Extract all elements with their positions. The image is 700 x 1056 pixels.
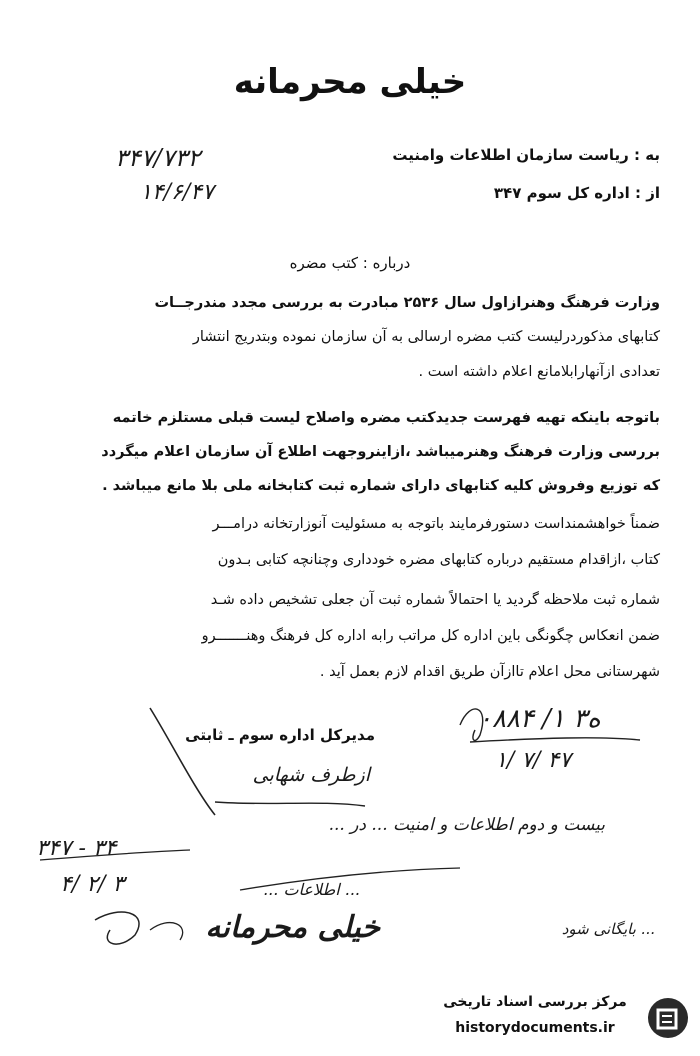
body-line-10: ضمن انعکاس چگونگی باین اداره کل مراتب رابه اداره کل فرهنگ وهنـــــــرو [201,628,660,644]
to-value: ریاست سازمان اطلاعات وامنیت [392,146,629,164]
signature-handwritten: ازطرف شهابی [252,764,370,786]
archive-logo-icon [646,996,690,1040]
body-line-9: شماره ثبت ملاحظه گردید یا احتمالاً شماره ثبت آن جعلی تشخیص داده شـد [210,592,660,608]
watermark-url: historydocuments.ir [455,1020,615,1036]
handwritten-note-1: بیست و دوم اطلاعات و امنیت ... در ... [328,815,605,835]
registration-number: ۰۸۸۴ /۱ ه۳ [478,704,601,734]
subject-line: درباره : کتب مضره [289,254,411,272]
handwritten-note-2: ... اطلاعات ... [263,880,360,899]
to-label: به : [634,146,660,164]
left-reference-date: ۴/ ۲/ ۳ [60,872,125,897]
body-line-6: که توزیع وفروش کلیه کتابهای دارای شماره ثبت کتابخانه ملی بلا مانع میباشد . [102,478,660,494]
body-line-11: شهرستانی محل اعلام تاازآن طریق اقدام لازم بعمل آید . [319,664,660,680]
body-line-1: وزارت فرهنگ وهنرازاول سال ۲۵۳۶ مبادرت به بررسی مجدد مندرجــات [154,295,660,311]
body-line-2: کتابهای مذکوردرلیست کتب مضره ارسالی به آن سازمان نموده وبتدریج انتشار [192,329,660,345]
reference-date: ۱۴/۶/۴۷ [140,180,214,205]
registration-date: ۱/ ۷/ ۴۷ [495,748,572,773]
body-line-4: باتوجه باینکه تهیه فهرست جدیدکتب مضره واصلاح لیست قبلی مستلزم خاتمه [112,410,660,426]
from-label: از : [635,184,660,202]
reference-number: ۳۴۷/۷۳۲ [115,144,201,172]
watermark-label: مرکز بررسی اسناد تاریخی [443,994,627,1010]
body-line-5: بررسی وزارت فرهنگ وهنرمیباشد ،ازاینروجهت اطلاع آن سازمان اعلام میگردد [101,444,660,460]
handwritten-note-3: خیلی محرمانه [205,910,380,945]
archive-watermark [420,992,690,1048]
body-line-8: کتاب ،ازاقدام مستقیم درباره کتابهای مضره خودداری وچنانچه کتابی بـدون [217,552,660,568]
handwritten-filing-note: ... بایگانی شود [561,920,655,938]
document-title: خیلی محرمانه [233,62,467,102]
signature-title: مدیرکل اداره سوم ـ ثابتی [185,726,375,744]
body-line-7: ضمناً خواهشمنداست دستورفرمایند باتوجه به مسئولیت آنوزارتخانه درامـــر [212,516,660,532]
left-reference-number: ۳۴۷ - ۳۴ [36,836,117,861]
body-line-3: تعدادی ازآنهارابلامانع اعلام داشته است . [418,364,660,380]
from-value: اداره کل سوم ۳۴۷ [493,184,630,202]
